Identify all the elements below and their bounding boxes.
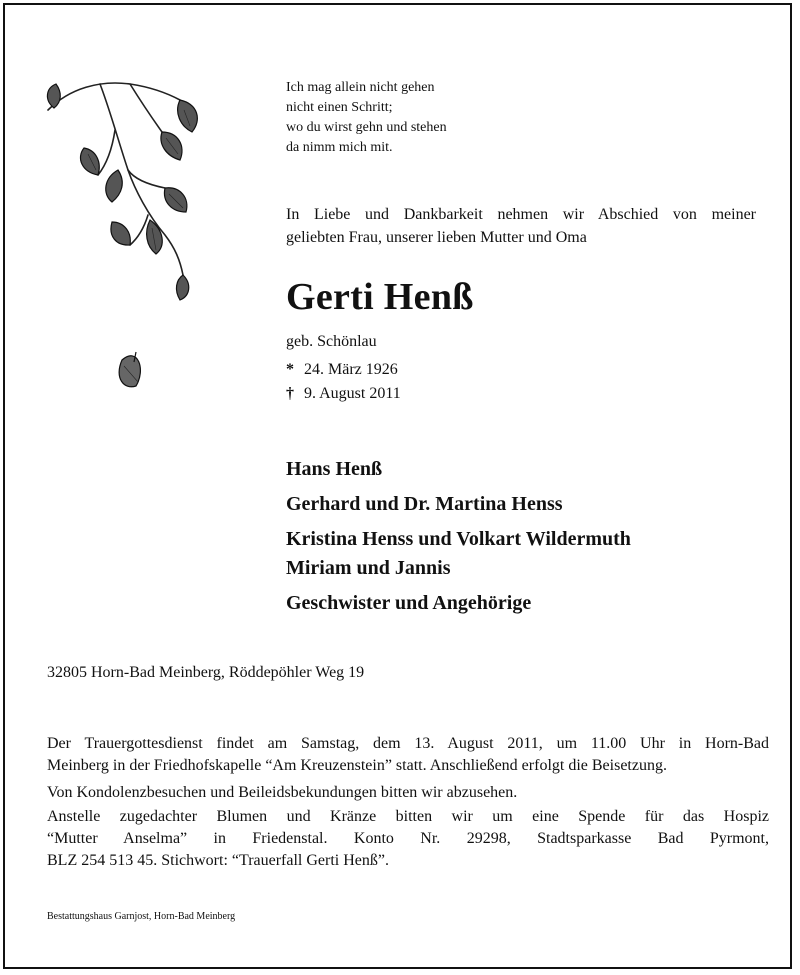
cross-icon: † <box>286 385 294 402</box>
maiden-name: geb. Schönlau <box>286 333 377 350</box>
mourner: Gerhard und Dr. Martina Henss <box>286 493 563 515</box>
poem-line: Ich mag allein nicht gehen <box>286 80 435 95</box>
poem <box>286 78 447 158</box>
family-address: 32805 Horn-Bad Meinberg, Röddepöhler Weg 19 <box>47 664 365 681</box>
birth-date: 24. März 1926 <box>304 361 398 378</box>
condolence-note: Von Kondolenzbesuchen und Beileidsbekundungen bitten wir abzusehen. <box>47 784 518 801</box>
donation-line: Anstelle zugedachter Blumen und Kränze bitten wir um eine Spende für das Hospiz <box>47 808 769 825</box>
birth-symbol: * <box>286 361 294 378</box>
poem-line: wo du wirst gehn und stehen <box>286 120 447 135</box>
death-row <box>286 382 401 406</box>
death-date: 9. August 2011 <box>304 385 401 402</box>
mourner: Miriam und Jannis <box>286 557 451 579</box>
life-dates <box>286 358 401 406</box>
donation-line: BLZ 254 513 45. Stichwort: “Trauerfall Gerti Henß”. <box>47 852 390 869</box>
poem-line: da nimm mich mit. <box>286 140 393 155</box>
intro-line: geliebten Frau, unserer lieben Mutter und Oma <box>286 229 587 246</box>
birch-branch-illustration <box>40 70 220 410</box>
service-info <box>47 733 769 777</box>
mourner: Hans Henß <box>286 458 383 480</box>
mourner: Geschwister und Angehörige <box>286 592 532 614</box>
service-line: Meinberg in der Friedhofskapelle “Am Kreuzenstein” statt. Anschließend erfolgt die Beisetzung. <box>47 757 667 774</box>
mourner: Kristina Henss und Volkart Wildermuth <box>286 528 631 550</box>
poem-line: nicht einen Schritt; <box>286 100 393 115</box>
mourners-list <box>286 455 631 618</box>
service-line: Der Trauergottesdienst findet am Samstag, dem 13. August 2011, um 11.00 Uhr in Horn-Bad <box>47 735 769 752</box>
farewell-intro <box>286 203 756 249</box>
donation-request <box>47 806 769 872</box>
birth-row <box>286 358 401 382</box>
intro-line: In Liebe und Dankbarkeit nehmen wir Abschied von meiner <box>286 206 756 223</box>
deceased-name: Gerti Henß <box>286 276 474 318</box>
donation-line: “Mutter Anselma” in Friedenstal. Konto Nr. 29298, Stadtsparkasse Bad Pyrmont, <box>47 830 769 847</box>
undertaker-credit: Bestattungshaus Garnjost, Horn-Bad Meinberg <box>47 911 236 922</box>
